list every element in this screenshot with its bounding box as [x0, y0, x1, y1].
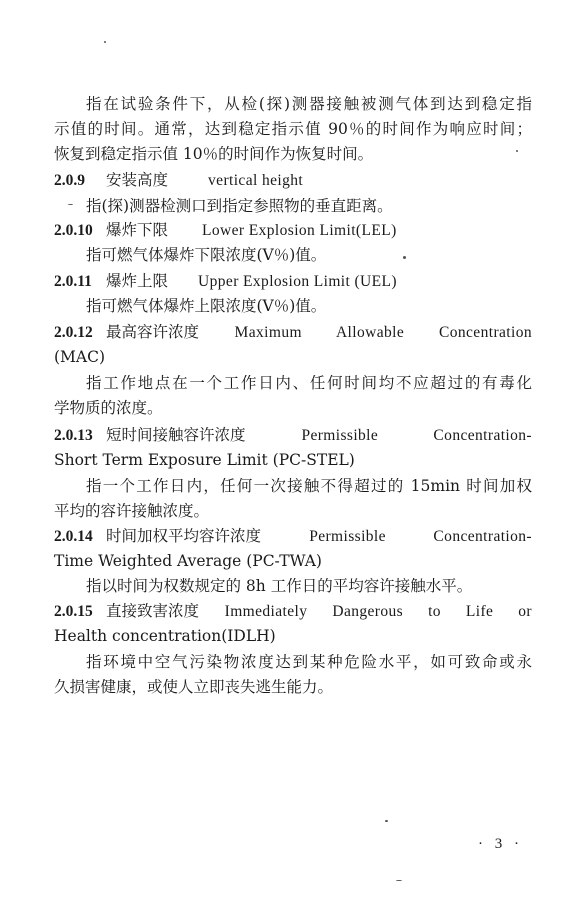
term-definition: 指可燃气体爆炸上限浓度(V％)值。 — [86, 297, 327, 315]
term-heading — [54, 320, 532, 344]
term-heading — [54, 423, 532, 447]
paragraph-line: 恢复到稳定指示值 10％的时间作为恢复时间。 — [54, 145, 374, 163]
term-definition: 久损害健康，或使人立即丧失逃生能力。 — [54, 678, 334, 696]
term-heading — [54, 599, 532, 623]
term-english-continued: Health concentration(IDLH) — [54, 627, 276, 645]
term-definition: 指(探)测器检测口到指定参照物的垂直距离。 — [86, 197, 393, 215]
term-number: 2.0.9 — [54, 172, 85, 189]
term-english-continued: (MAC) — [54, 348, 106, 366]
scan-speck — [385, 820, 388, 822]
term-english: Immediately Dangerous to Life or — [224, 603, 532, 620]
term-english: Permissible Concentration- — [309, 528, 532, 545]
scan-speck — [516, 150, 518, 152]
term-english: Lower Explosion Limit(LEL) — [202, 222, 397, 239]
term-definition: 指环境中空气污染物浓度达到某种危险水平，如可致命或永 — [86, 653, 532, 671]
term-definition: 指以时间为权数规定的 8h 工作日的平均容许接触水平。 — [86, 577, 473, 595]
paragraph-line: 示值的时间。通常，达到稳定指示值 90％的时间作为响应时间； — [54, 120, 532, 138]
page-number: · 3 · — [478, 836, 523, 852]
term-heading — [54, 524, 532, 548]
term-number: 2.0.10 — [54, 222, 93, 239]
term-english-continued: Time Weighted Average (PC-TWA) — [54, 552, 322, 570]
term-english: vertical height — [208, 172, 304, 189]
term-english: Permissible Concentration- — [301, 427, 532, 444]
term-chinese: 爆炸下限 — [106, 221, 169, 239]
term-number: 2.0.12 — [54, 324, 93, 341]
term-chinese: 直接致害浓度 — [106, 602, 200, 620]
term-number: 2.0.13 — [54, 427, 93, 444]
scan-speck — [104, 41, 106, 43]
term-chinese: 最高容许浓度 — [106, 323, 200, 341]
term-definition: 学物质的浓度。 — [54, 399, 163, 417]
scan-speck — [68, 204, 73, 205]
paragraph-line: 指在试验条件下，从检(探)测器接触被测气体到达到稳定指 — [86, 95, 532, 113]
term-number: 2.0.11 — [54, 273, 92, 290]
term-chinese: 安装高度 — [106, 171, 169, 189]
term-definition: 指可燃气体爆炸下限浓度(V％)值。 — [86, 246, 327, 264]
term-heading — [54, 269, 532, 293]
term-english: Upper Explosion Limit (UEL) — [198, 273, 397, 290]
term-heading — [54, 218, 532, 242]
term-chinese: 短时间接触容许浓度 — [106, 426, 246, 444]
term-chinese: 时间加权平均容许浓度 — [106, 527, 262, 545]
term-definition: 指一个工作日内，任何一次接触不得超过的 15min 时间加权 — [86, 477, 532, 495]
term-definition: 指工作地点在一个工作日内、任何时间均不应超过的有毒化 — [86, 374, 532, 392]
scan-speck — [396, 880, 402, 881]
term-english-continued: Short Term Exposure Limit (PC-STEL) — [54, 451, 355, 469]
term-definition: 平均的容许接触浓度。 — [54, 502, 210, 520]
scan-speck — [403, 256, 406, 259]
term-english: Maximum Allowable Concentration — [234, 324, 532, 341]
term-chinese: 爆炸上限 — [106, 272, 169, 290]
term-number: 2.0.14 — [54, 528, 93, 545]
term-heading — [54, 168, 532, 192]
term-number: 2.0.15 — [54, 603, 93, 620]
